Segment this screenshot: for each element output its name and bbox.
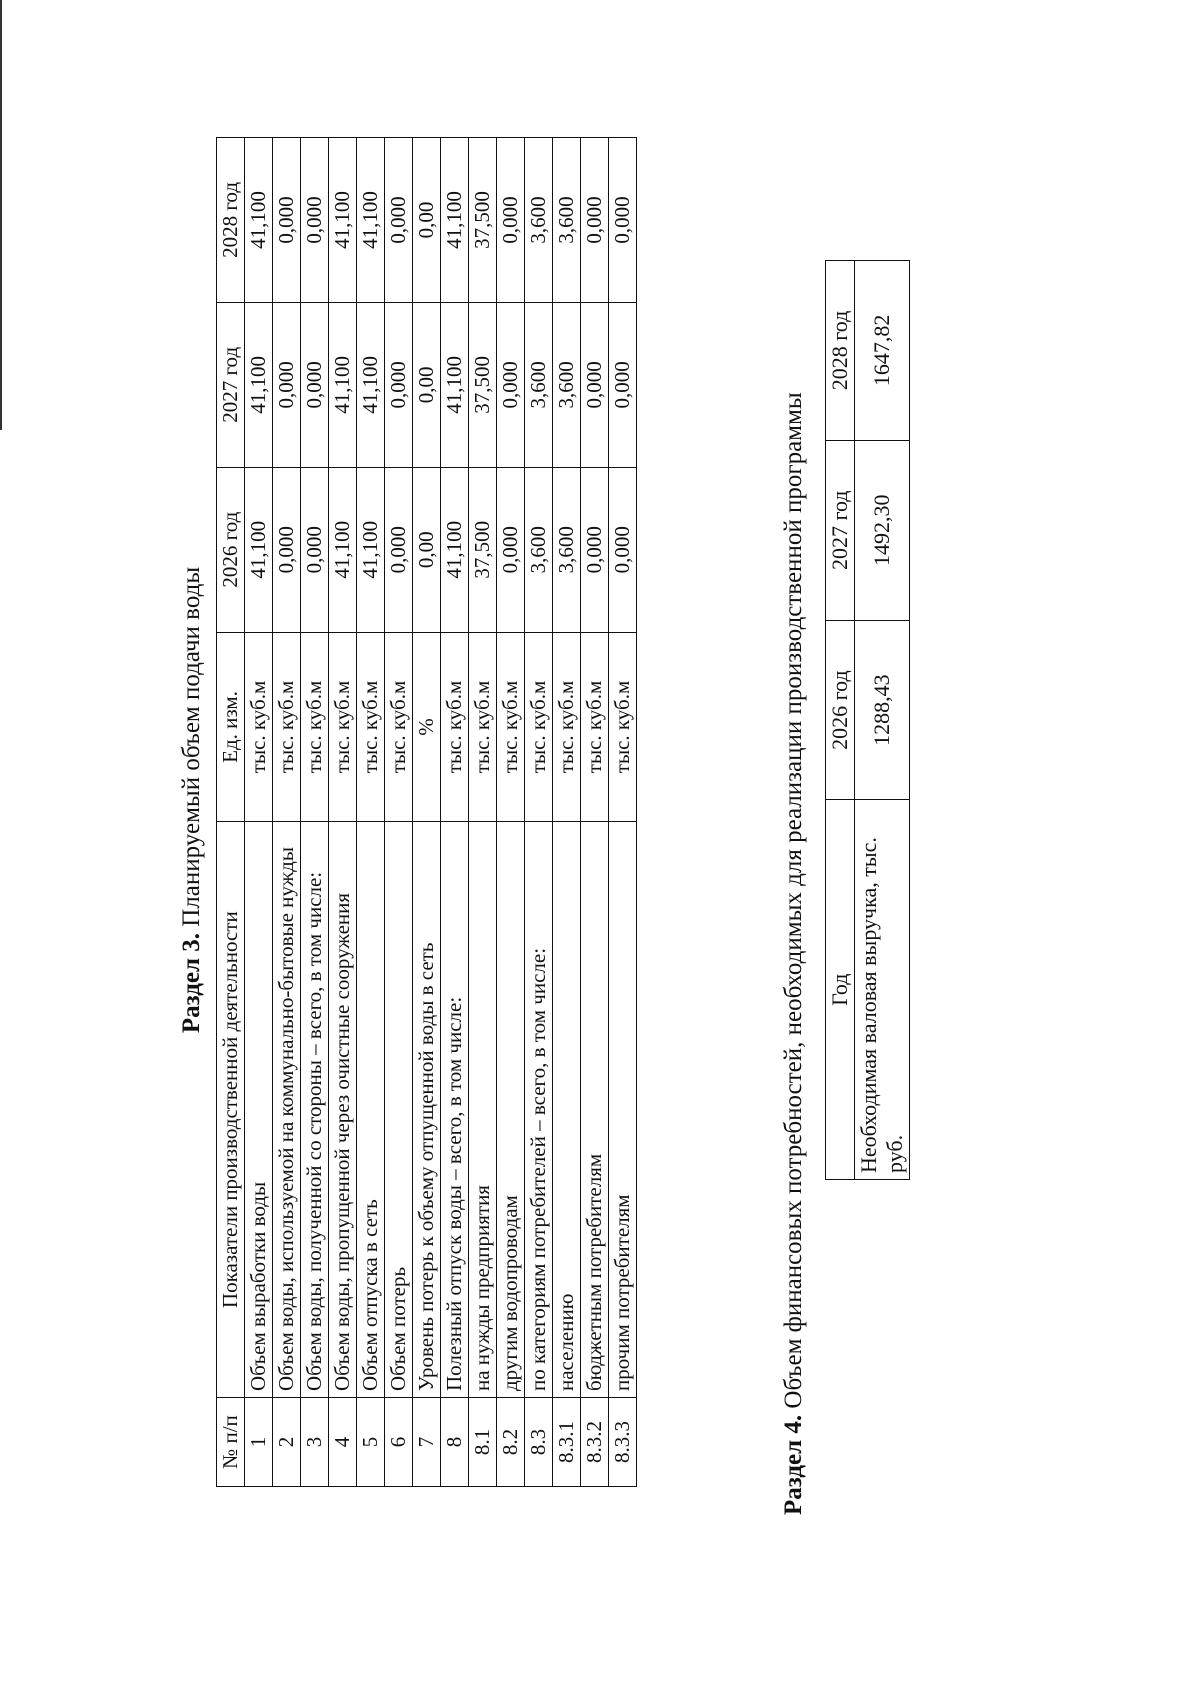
value-2027: 0,00 [413,302,441,467]
row-indicator: Объем воды, полученной со стороны – всего, в том числе: [301,822,329,1398]
row-indicator: Объем потерь [385,822,413,1398]
value-2028: 3,600 [553,138,581,303]
water-supply-table [216,137,637,1487]
value-2026: 41,100 [357,467,385,632]
table-row [385,138,413,1487]
financial-needs-table [825,260,910,1180]
row-number: 8.3.3 [609,1398,637,1487]
row-number: 8.1 [469,1398,497,1487]
table-row [245,138,273,1487]
row-number: 6 [385,1398,413,1487]
row-number: 8.3 [525,1398,553,1487]
value-2028: 41,100 [245,138,273,303]
row-indicator: Объем выработки воды [245,822,273,1398]
section3-title [178,75,206,1525]
row-indicator: Уровень потерь к объему отпущенной воды в сеть [413,822,441,1398]
value-2027: 41,100 [329,302,357,467]
row-unit: тыс. куб.м [329,632,357,822]
value-2027: 41,100 [441,302,469,467]
value-2027: 0,000 [497,302,525,467]
table-row [329,138,357,1487]
row-indicator: Объем воды, пропущенной через очистные сооружения [329,822,357,1398]
value-2028: 41,100 [441,138,469,303]
row-indicator: бюджетным потребителям [581,822,609,1398]
row-indicator: другим водопроводам [497,822,525,1398]
row-unit: тыс. куб.м [609,632,637,822]
row-unit: тыс. куб.м [301,632,329,822]
value-2028: 0,000 [581,138,609,303]
row-indicator: Объем воды, используемой на коммунально-бытовые нужды [273,822,301,1398]
value-2028: 41,100 [357,138,385,303]
header-indicator: Показатели производственной деятельности [217,822,245,1398]
row-unit: тыс. куб.м [469,632,497,822]
row-number: 8.3.2 [581,1398,609,1487]
value-2026: 0,000 [301,467,329,632]
table-row [413,138,441,1487]
value-2028: 0,00 [413,138,441,303]
value-2026: 0,000 [385,467,413,632]
header-year: 2026 год [826,620,855,800]
section3-title-bold: Раздел 3. [178,933,205,1034]
table-row [357,138,385,1487]
table-header-row [217,138,245,1487]
value-2028: 0,000 [273,138,301,303]
value-2027: 41,100 [245,302,273,467]
header-unit: Ед. изм. [217,632,245,822]
value-2026: 0,000 [581,467,609,632]
value-2027: 0,000 [609,302,637,467]
value-2026: 41,100 [441,467,469,632]
value-2026: 3,600 [525,467,553,632]
value-2028: 41,100 [329,138,357,303]
value-2027: 0,000 [273,302,301,467]
value-2026: 3,600 [553,467,581,632]
row-unit: % [413,632,441,822]
table-row [273,138,301,1487]
value-2026: 0,000 [497,467,525,632]
row-unit: тыс. куб.м [385,632,413,822]
row-number: 3 [301,1398,329,1487]
value-2028: 37,500 [469,138,497,303]
value-2028: 0,000 [609,138,637,303]
value-2027: 41,100 [357,302,385,467]
row-number: 8.3.1 [553,1398,581,1487]
rotated-page-content [158,75,918,1525]
row-unit: тыс. куб.м [497,632,525,822]
section3-title-text: Планируемый объем подачи воды [178,566,205,933]
table-row [469,138,497,1487]
row-indicator: населению [553,822,581,1398]
header-year: 2028 год [826,261,855,441]
table-row [525,138,553,1487]
value-2027: 0,000 [581,302,609,467]
section4-title-text: Объем финансовых потребностей, необходимых для реализации производственной программы [780,392,807,1415]
header-2027: 2027 год [217,302,245,467]
row-unit: тыс. куб.м [553,632,581,822]
row-indicator: на нужды предприятия [469,822,497,1398]
row-number: 5 [357,1398,385,1487]
row-number: 7 [413,1398,441,1487]
row-number: 2 [273,1398,301,1487]
row-unit: тыс. куб.м [525,632,553,822]
header-2026: 2026 год [217,467,245,632]
revenue-label: Необходимая валовая выручка, тыс. руб. [855,800,910,1180]
table-row [609,138,637,1487]
row-unit: тыс. куб.м [273,632,301,822]
page-edge-line [0,0,2,430]
table-row [441,138,469,1487]
value-2027: 37,500 [469,302,497,467]
revenue-value: 1492,30 [855,440,910,620]
row-unit: тыс. куб.м [357,632,385,822]
row-indicator: Объем отпуска в сеть [357,822,385,1398]
value-2027: 0,000 [385,302,413,467]
value-2026: 0,00 [413,467,441,632]
table-row [855,261,910,1180]
row-unit: тыс. куб.м [581,632,609,822]
value-2028: 0,000 [497,138,525,303]
table-row [553,138,581,1487]
revenue-value: 1647,82 [855,261,910,441]
value-2028: 3,600 [525,138,553,303]
table-row [581,138,609,1487]
value-2026: 37,500 [469,467,497,632]
row-indicator: прочим потребителям [609,822,637,1398]
header-num: № п/п [217,1398,245,1487]
row-indicator: по категориям потребителей – всего, в том числе: [525,822,553,1398]
header-year-label: Год [826,800,855,1180]
row-indicator: Полезный отпуск воды – всего, в том числе: [441,822,469,1398]
table-row [301,138,329,1487]
value-2027: 3,600 [525,302,553,467]
section4-title-bold: Раздел 4. [780,1414,807,1515]
value-2026: 41,100 [245,467,273,632]
header-year: 2027 год [826,440,855,620]
section4-title [780,75,808,1515]
row-unit: тыс. куб.м [245,632,273,822]
value-2028: 0,000 [301,138,329,303]
row-unit: тыс. куб.м [441,632,469,822]
table-row [497,138,525,1487]
table-header-row [826,261,855,1180]
row-number: 8.2 [497,1398,525,1487]
value-2026: 41,100 [329,467,357,632]
row-number: 4 [329,1398,357,1487]
value-2026: 0,000 [609,467,637,632]
row-number: 1 [245,1398,273,1487]
value-2027: 3,600 [553,302,581,467]
revenue-value: 1288,43 [855,620,910,800]
header-2028: 2028 год [217,138,245,303]
value-2026: 0,000 [273,467,301,632]
value-2028: 0,000 [385,138,413,303]
value-2027: 0,000 [301,302,329,467]
row-number: 8 [441,1398,469,1487]
